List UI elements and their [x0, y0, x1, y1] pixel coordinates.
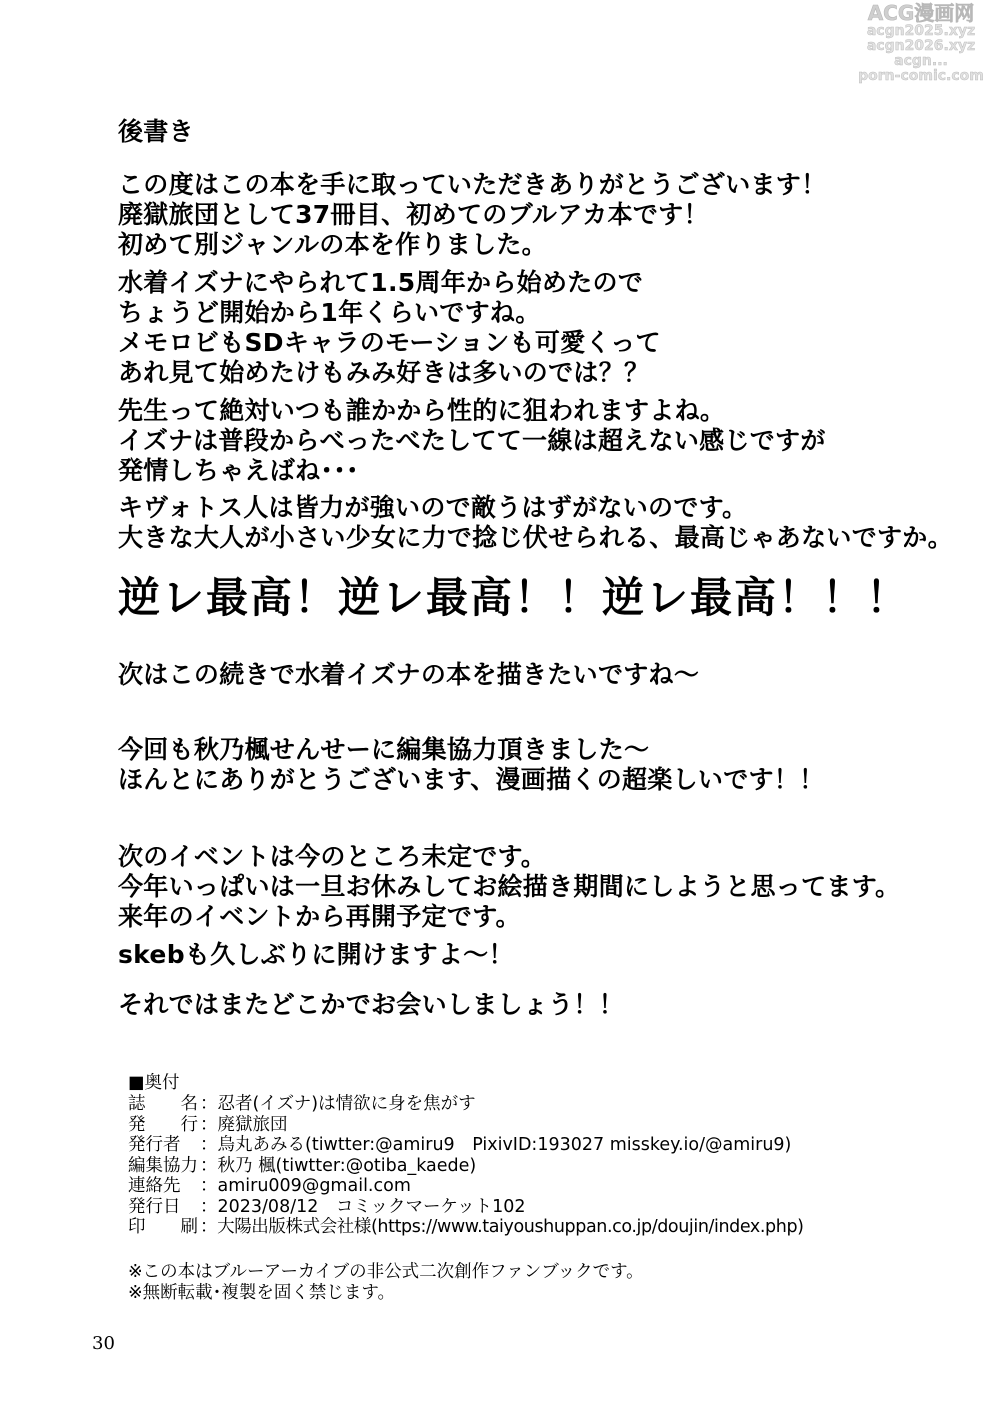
text-line: 廃獄旅団として37冊目、初めてのブルアカ本です！ [118, 200, 709, 229]
colophon-label: 誌 名 [128, 1094, 198, 1114]
colophon-label: 編集協力 [128, 1155, 198, 1176]
colophon-value: ：大陽出版株式会社様(https://www.taiyoushuppan.co.jp/doujin/index.php) [200, 1217, 804, 1237]
afterword-paragraph: 次はこの続きで水着イズナの本を描きたいですね～ [118, 660, 700, 689]
note-line: ※この本はブルーアーカイブの非公式二次創作ファンブックです。 [128, 1262, 644, 1282]
afterword-heading: 後書き [118, 117, 194, 146]
text-line: この度はこの本を手に取っていただきありがとうございます！ [118, 170, 827, 199]
text-line: メモロビもSDキャラのモーションも可愛くって [118, 328, 661, 357]
colophon-label: 連絡先 [128, 1176, 181, 1196]
text-line: 先生って絶対いつも誰かから性的に狙われますよね。 [118, 396, 726, 425]
colophon-label: 印 刷 [128, 1217, 198, 1237]
text-line: あれ見て始めたけもみみ好きは多いのでは？？ [118, 358, 650, 387]
afterword-paragraph [118, 396, 826, 486]
afterword-paragraph [118, 493, 953, 553]
text-line: 来年のイベントから再開予定です。 [118, 902, 521, 931]
text-line: キヴォトス人は皆力が強いので敵うはずがないのです。 [118, 493, 748, 522]
watermark-line: acgn2026.xyz [866, 38, 976, 54]
watermark-line: acgn... [894, 53, 948, 69]
colophon-value: ：廃獄旅団 [200, 1114, 288, 1135]
afterword-paragraph: それではまたどこかでお会いしましょう！！ [118, 990, 625, 1019]
text-line: 水着イズナにやられて1.5周年から始めたので [118, 268, 644, 297]
text-line: 初めて別ジャンルの本を作りました。 [118, 230, 547, 259]
page-number: 30 [92, 1333, 115, 1354]
colophon-label: 発行日 [128, 1196, 181, 1217]
afterword-paragraph [118, 842, 900, 932]
colophon-value: ：2023/08/12 コミックマーケット102 [200, 1196, 526, 1217]
colophon-label: 発 行 [128, 1114, 198, 1135]
colophon-value: ：忍者(イズナ)は情欲に身を焦がす [200, 1094, 476, 1114]
colophon-label: 発行者 [128, 1135, 181, 1155]
afterword-paragraph: skebも久しぶりに開けますよ～！ [118, 940, 514, 969]
text-line: イズナは普段からべったべたしてて一線は超えない感じですが [118, 426, 826, 455]
colophon-heading: ■奥付 [128, 1073, 180, 1093]
text-line: 発情しちゃえばね･･･ [118, 456, 359, 485]
afterword-paragraph [118, 735, 824, 795]
colophon-values [200, 1094, 804, 1238]
site-watermark [856, 2, 986, 84]
colophon-value: ：烏丸あみる(tiwtter:@amiru9 PixivID:193027 misskey.io/@amiru9) [200, 1135, 792, 1155]
colophon-value: ：秋乃 楓(tiwtter:@otiba_kaede) [200, 1155, 477, 1176]
text-line: 今回も秋乃楓せんせーに編集協力頂きました～ [118, 735, 650, 764]
colophon-value: ：amiru009@gmail.com [200, 1176, 411, 1196]
text-line: 次のイベントは今のところ未定です。 [118, 842, 547, 871]
text-line: 今年いっぱいは一旦お休みしてお絵描き期間にしようと思ってます。 [118, 872, 901, 901]
watermark-line: acgn2025.xyz [866, 23, 976, 39]
watermark-line: porn-comic.com [858, 68, 984, 84]
note-line: ※無断転載･複製を固く禁じます。 [128, 1282, 396, 1303]
afterword-paragraph [118, 170, 826, 260]
colophon-labels [128, 1094, 198, 1238]
shout-line: 逆レ最高！逆レ最高！！逆レ最高！！！ [118, 573, 911, 622]
colophon-notes [128, 1262, 644, 1303]
text-line: ほんとにありがとうございます、漫画描くの超楽しいです！！ [118, 765, 825, 794]
text-line: 大きな大人が小さい少女に力で捻じ伏せられる、最高じゃあないですか。 [118, 523, 953, 552]
watermark-title: ACG漫画网 [867, 1, 975, 25]
afterword-paragraph [118, 268, 661, 388]
text-line: ちょうど開始から1年くらいですね。 [118, 298, 541, 327]
